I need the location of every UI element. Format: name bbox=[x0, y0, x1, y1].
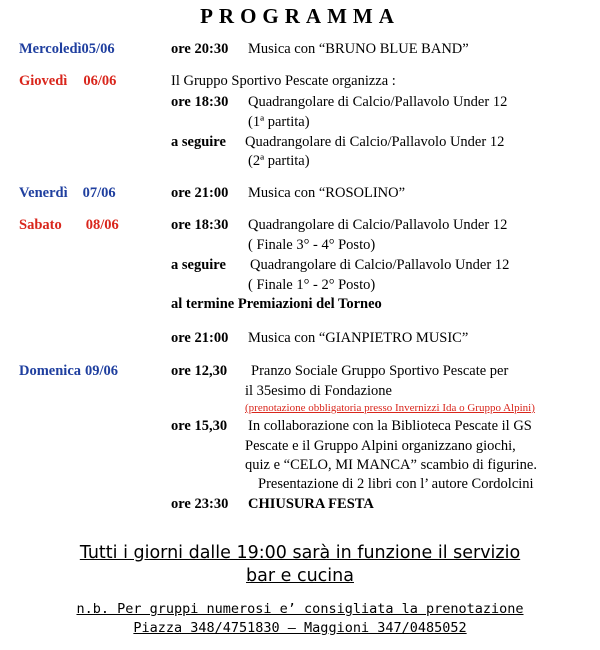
day-name: Giovedì bbox=[19, 73, 68, 89]
day-name: Sabato bbox=[19, 217, 62, 233]
day-thursday bbox=[19, 73, 116, 90]
event-text: Quadrangolare di Calcio/Pallavolo Under 12 bbox=[248, 217, 508, 233]
event-text: Pranzo Sociale Gruppo Sportivo Pescate per bbox=[251, 363, 509, 379]
day-sunday bbox=[19, 363, 118, 380]
event-time: a seguire bbox=[171, 134, 226, 150]
day-name: Domenica bbox=[19, 363, 82, 379]
event-text: CHIUSURA FESTA bbox=[248, 496, 374, 512]
event-awards: al termine Premiazioni del Torneo bbox=[171, 296, 382, 312]
event-time: ore 21:00 bbox=[171, 330, 229, 346]
day-wednesday bbox=[19, 41, 115, 58]
event-text: Quadrangolare di Calcio/Pallavolo Under 12 bbox=[248, 94, 508, 110]
event-text: Pescate e il Gruppo Alpini organizzano giochi, bbox=[245, 438, 516, 454]
day-friday bbox=[19, 185, 116, 202]
event-subtext: (1ª partita) bbox=[248, 114, 310, 130]
event-text: Musica con “BRUNO BLUE BAND” bbox=[248, 41, 469, 57]
event-time: ore 18:30 bbox=[171, 94, 229, 110]
event-text: il 35esimo di Fondazione bbox=[245, 383, 392, 399]
service-info-line1: Tutti i giorni dalle 19:00 sarà in funzione il servizio bbox=[79, 543, 521, 563]
day-date: 05/06 bbox=[81, 41, 115, 57]
day-saturday bbox=[19, 217, 119, 234]
event-time: ore 23:30 bbox=[171, 496, 229, 512]
event-text: Musica con “ROSOLINO” bbox=[248, 185, 406, 201]
event-subtext: (2ª partita) bbox=[248, 153, 310, 169]
event-intro: Il Gruppo Sportivo Pescate organizza : bbox=[171, 73, 396, 89]
reservation-note: (prenotazione obbligatoria presso Invernizzi Ida o Gruppo Alpini) bbox=[245, 402, 535, 414]
day-date: 07/06 bbox=[82, 185, 116, 201]
event-time: ore 18:30 bbox=[171, 217, 229, 233]
event-text: Presentazione di 2 libri con l’ autore Cordolcini bbox=[258, 476, 534, 492]
event-text: Musica con “GIANPIETRO MUSIC” bbox=[248, 330, 469, 346]
event-time: ore 12,30 bbox=[171, 363, 228, 379]
day-date: 08/06 bbox=[85, 217, 119, 233]
service-info-line2: bar e cucina bbox=[246, 566, 354, 586]
event-time: ore 15,30 bbox=[171, 418, 228, 434]
booking-note: n.b. Per gruppi numerosi e’ consigliata la prenotazione bbox=[76, 601, 524, 617]
event-subtext: ( Finale 1° - 2° Posto) bbox=[248, 277, 376, 293]
page-title: PROGRAMMA bbox=[200, 4, 400, 28]
contact-numbers: Piazza 348/4751830 – Maggioni 347/0485052 bbox=[133, 620, 467, 636]
day-date: 06/06 bbox=[83, 73, 117, 89]
event-subtext: ( Finale 3° - 4° Posto) bbox=[248, 237, 376, 253]
event-text: quiz e “CELO, MI MANCA” scambio di figurine. bbox=[245, 457, 537, 473]
day-date: 09/06 bbox=[85, 363, 119, 379]
event-text: Quadrangolare di Calcio/Pallavolo Under 12 bbox=[250, 257, 510, 273]
day-name: Mercoledì bbox=[19, 41, 82, 57]
event-text: In collaborazione con la Biblioteca Pescate il GS bbox=[248, 418, 532, 434]
day-name: Venerdì bbox=[19, 185, 68, 201]
event-time: a seguire bbox=[171, 257, 226, 273]
event-text: Quadrangolare di Calcio/Pallavolo Under 12 bbox=[245, 134, 505, 150]
event-time: ore 20:30 bbox=[171, 41, 229, 57]
event-time: ore 21:00 bbox=[171, 185, 229, 201]
